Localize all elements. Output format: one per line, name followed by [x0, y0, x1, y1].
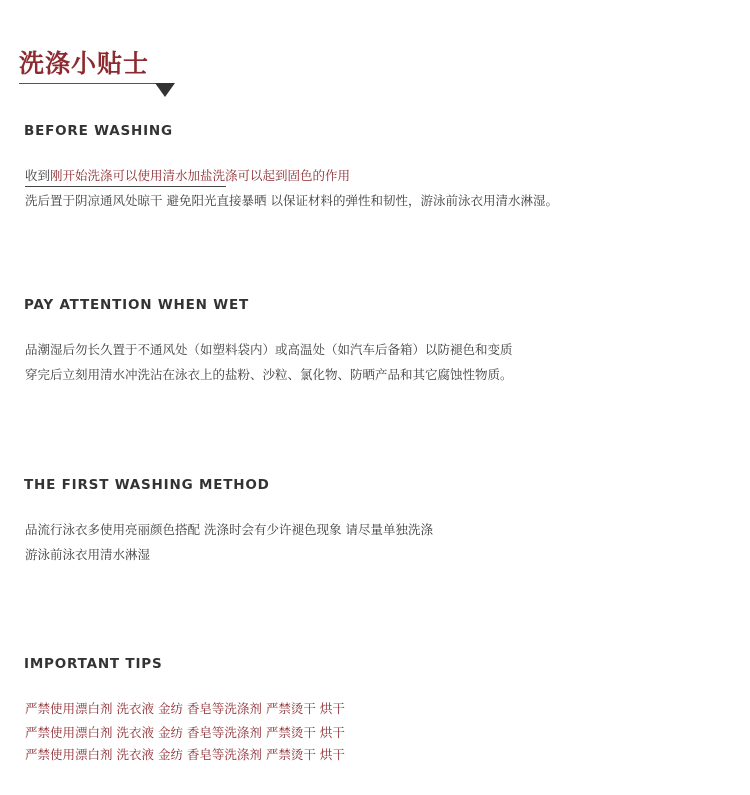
first-washing-line-2: 游泳前泳衣用清水淋湿 — [25, 547, 151, 562]
tips-line-1: 严禁使用漂白剂 洗衣液 金纺 香皂等洗涤剂 严禁烫干 烘干 — [25, 701, 345, 716]
section-heading-when-wet: PAY ATTENTION WHEN WET — [24, 297, 249, 313]
before-washing-line-1 — [25, 167, 350, 185]
tips-line-2: 严禁使用漂白剂 洗衣液 金纺 香皂等洗涤剂 严禁烫干 烘干 — [25, 725, 345, 740]
triangle-down-icon — [155, 83, 175, 97]
first-washing-line-1: 品流行泳衣多使用亮丽颜色搭配 洗涤时会有少许褪色现象 请尽量单独洗涤 — [25, 522, 433, 537]
when-wet-line-1: 品潮湿后勿长久置于不通风处（如塑料袋内）或高温处（如汽车后备箱）以防褪色和变质 — [25, 342, 513, 357]
before-washing-line-2: 洗后置于阴凉通风处晾干 避免阳光直接暴晒 以保证材料的弹性和韧性，游泳前泳衣用清水淋湿。 — [25, 193, 558, 208]
before-washing-prefix: 收到 — [25, 168, 51, 183]
when-wet-line-2: 穿完后立刻用清水冲洗沾在泳衣上的盐粉、沙粒、氯化物、防晒产品和其它腐蚀性物质。 — [25, 367, 513, 382]
section-heading-first-washing: THE FIRST WASHING METHOD — [24, 477, 270, 493]
highlight-underline — [25, 186, 226, 187]
page-title: 洗涤小贴士 — [19, 49, 150, 78]
title-underline — [19, 83, 174, 84]
tips-line-3: 严禁使用漂白剂 洗衣液 金纺 香皂等洗涤剂 严禁烫干 烘干 — [25, 747, 345, 762]
section-heading-important-tips: IMPORTANT TIPS — [24, 656, 163, 672]
section-heading-before-washing: BEFORE WASHING — [24, 123, 173, 139]
before-washing-highlight: 刚开始洗涤可以使用清水加盐洗涤可以起到固色的作用 — [50, 168, 351, 183]
